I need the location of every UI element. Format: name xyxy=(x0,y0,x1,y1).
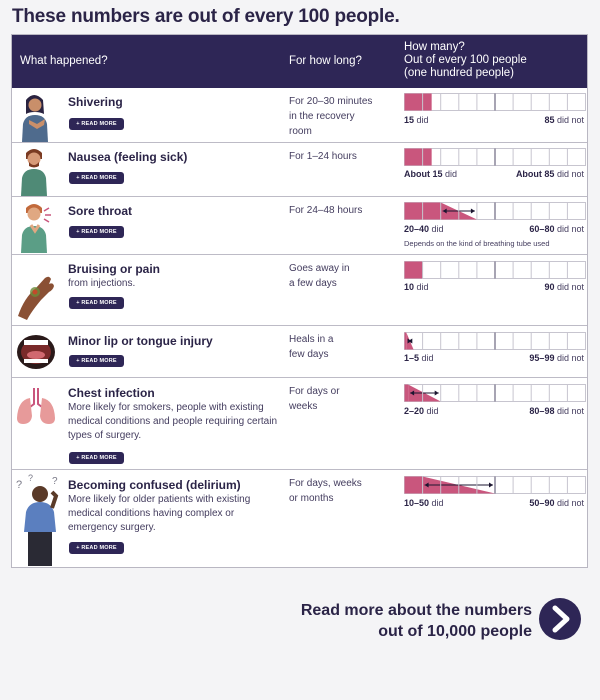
description-line: emergency surgery. xyxy=(68,522,156,533)
did-count: 10 xyxy=(404,282,415,292)
row-description xyxy=(68,401,286,443)
row-description xyxy=(68,493,286,535)
did-not-count: 80–98 xyxy=(529,406,555,416)
did-not-word: did not xyxy=(556,406,584,416)
did-not-word: did not xyxy=(556,169,584,179)
read-more-button[interactable]: + READ MORE xyxy=(69,452,124,464)
risk-bar-svg xyxy=(404,332,586,350)
duration-line: For days or xyxy=(289,386,340,397)
did-label xyxy=(404,498,444,508)
did-word: did xyxy=(431,224,444,234)
did-not-count: 50–90 xyxy=(529,498,555,508)
did-not-label xyxy=(529,353,584,363)
table-row xyxy=(12,255,587,326)
read-more-button[interactable]: + READ MORE xyxy=(69,118,124,130)
duration-line: weeks xyxy=(289,401,318,412)
risk-bar-svg xyxy=(404,384,586,402)
duration xyxy=(289,149,389,164)
risk-table xyxy=(11,34,588,568)
header-how-many-line1: How many? xyxy=(404,41,465,53)
bar-note: Depends on the kind of breathing tube used xyxy=(404,239,550,248)
did-count: 20–40 xyxy=(404,224,430,234)
risk-bar-svg xyxy=(404,476,586,494)
table-row xyxy=(12,143,587,197)
table-row xyxy=(12,326,587,378)
duration xyxy=(289,332,389,362)
did-word: did xyxy=(431,498,444,508)
description-line: medical conditions and people requiring certain xyxy=(68,416,278,427)
row-title: Chest infection xyxy=(68,386,155,400)
read-more-button[interactable]: + READ MORE xyxy=(69,297,124,309)
svg-text:?: ? xyxy=(16,479,23,491)
duration xyxy=(289,384,389,414)
risk-bar xyxy=(404,261,586,279)
read-more-button[interactable]: + READ MORE xyxy=(69,355,124,367)
did-count: 1–5 xyxy=(404,353,420,363)
row-title: Sore throat xyxy=(68,204,133,218)
did-word: did xyxy=(416,282,429,292)
did-count: 10–50 xyxy=(404,498,430,508)
table-row xyxy=(12,470,587,568)
duration-line: or months xyxy=(289,493,334,504)
confused-person-icon xyxy=(14,472,64,568)
duration-line: For 1–24 hours xyxy=(289,151,357,162)
did-not-count: 60–80 xyxy=(529,224,555,234)
duration xyxy=(289,261,389,291)
risk-bar-svg xyxy=(404,93,586,111)
did-label xyxy=(404,224,444,234)
duration-line: Heals in a xyxy=(289,334,334,345)
table-header xyxy=(12,35,587,88)
bruised-arm-icon xyxy=(14,261,58,321)
did-not-label xyxy=(544,282,584,292)
did-count: 15 xyxy=(404,115,415,125)
risk-bar xyxy=(404,202,586,220)
read-more-button[interactable]: + READ MORE xyxy=(69,542,124,554)
risk-bar-svg xyxy=(404,261,586,279)
header-what-happened: What happened? xyxy=(20,55,108,67)
did-not-count: 95–99 xyxy=(529,353,555,363)
did-label xyxy=(404,353,434,363)
description-line: medical conditions having complex or xyxy=(68,508,235,519)
footer-link-line2: out of 10,000 people xyxy=(378,623,532,640)
person-nausea-icon xyxy=(14,144,54,196)
duration-line: Goes away in xyxy=(289,263,350,274)
did-not-word: did not xyxy=(556,115,584,125)
row-title: Bruising or pain xyxy=(68,262,161,276)
bar-fill-definite xyxy=(405,94,432,111)
duration-line: in the recovery xyxy=(289,111,355,122)
did-not-word: did not xyxy=(556,353,584,363)
row-title: Shivering xyxy=(68,95,123,109)
person-sore-throat-icon xyxy=(14,199,54,253)
row-title: Becoming confused (delirium) xyxy=(68,478,241,492)
did-not-word: did not xyxy=(556,282,584,292)
did-not-count: About 85 xyxy=(515,169,555,179)
risk-bar xyxy=(404,384,586,402)
did-label xyxy=(404,115,429,125)
did-not-label xyxy=(544,115,584,125)
risk-bar-svg xyxy=(404,202,586,220)
duration-line: For 20–30 minutes xyxy=(289,96,373,107)
bar-fill-definite xyxy=(405,149,432,166)
did-not-label xyxy=(529,224,584,234)
read-more-button[interactable]: + READ MORE xyxy=(69,172,124,184)
did-label xyxy=(404,169,457,179)
did-word: did xyxy=(416,115,429,125)
header-how-long: For how long? xyxy=(289,55,362,67)
svg-text:?: ? xyxy=(52,476,58,487)
did-not-count: 85 xyxy=(544,115,555,125)
duration-line: a few days xyxy=(289,278,337,289)
bar-fill-definite xyxy=(405,477,423,494)
header-how-many-line2: Out of every 100 people xyxy=(404,54,527,66)
duration-line: few days xyxy=(289,349,329,360)
next-button[interactable] xyxy=(539,598,581,640)
row-title: Nausea (feeling sick) xyxy=(68,150,188,164)
did-word: did xyxy=(421,353,434,363)
did-not-label xyxy=(529,498,584,508)
duration-line: For 24–48 hours xyxy=(289,205,363,216)
description-line: types of surgery. xyxy=(68,430,142,441)
description-line: More likely for older patients with existing xyxy=(68,494,251,505)
bar-fill-definite xyxy=(405,385,409,402)
page-title: These numbers are out of every 100 people. xyxy=(12,6,400,27)
svg-text:?: ? xyxy=(28,473,34,483)
did-not-count: 90 xyxy=(544,282,555,292)
did-word: did xyxy=(426,406,439,416)
table-row xyxy=(12,88,587,143)
did-not-word: did not xyxy=(556,224,584,234)
header-how-many xyxy=(404,41,584,80)
duration-line: For days, weeks xyxy=(289,478,362,489)
did-not-word: did not xyxy=(556,498,584,508)
risk-bar xyxy=(404,332,586,350)
table-row xyxy=(12,378,587,470)
row-description: from injections. xyxy=(68,278,136,289)
did-not-label xyxy=(529,406,584,416)
did-word: did xyxy=(445,169,458,179)
read-more-10000-link[interactable] xyxy=(301,600,532,642)
row-title: Minor lip or tongue injury xyxy=(68,334,213,348)
did-label xyxy=(404,406,439,416)
duration xyxy=(289,94,389,139)
duration xyxy=(289,203,389,218)
duration xyxy=(289,476,389,506)
open-mouth-icon xyxy=(14,330,58,374)
header-how-many-line3: (one hundred people) xyxy=(404,67,514,79)
description-line: More likely for smokers, people with existing xyxy=(68,402,264,413)
did-label xyxy=(404,282,429,292)
risk-bar xyxy=(404,148,586,166)
did-count: About 15 xyxy=(404,169,443,179)
bar-fill-definite xyxy=(405,262,423,279)
did-not-label xyxy=(516,169,584,179)
chevron-right-icon xyxy=(539,598,581,640)
duration-line: room xyxy=(289,126,312,137)
risk-bar-svg xyxy=(404,148,586,166)
risk-bar xyxy=(404,476,586,494)
lungs-icon xyxy=(14,384,58,428)
table-row xyxy=(12,197,587,255)
risk-bar xyxy=(404,93,586,111)
did-count: 2–20 xyxy=(404,406,425,416)
read-more-button[interactable]: + READ MORE xyxy=(69,226,124,238)
bar-fill-definite xyxy=(405,333,407,350)
footer-link-line1: Read more about the numbers xyxy=(300,602,532,619)
person-shivering-icon xyxy=(14,90,54,142)
